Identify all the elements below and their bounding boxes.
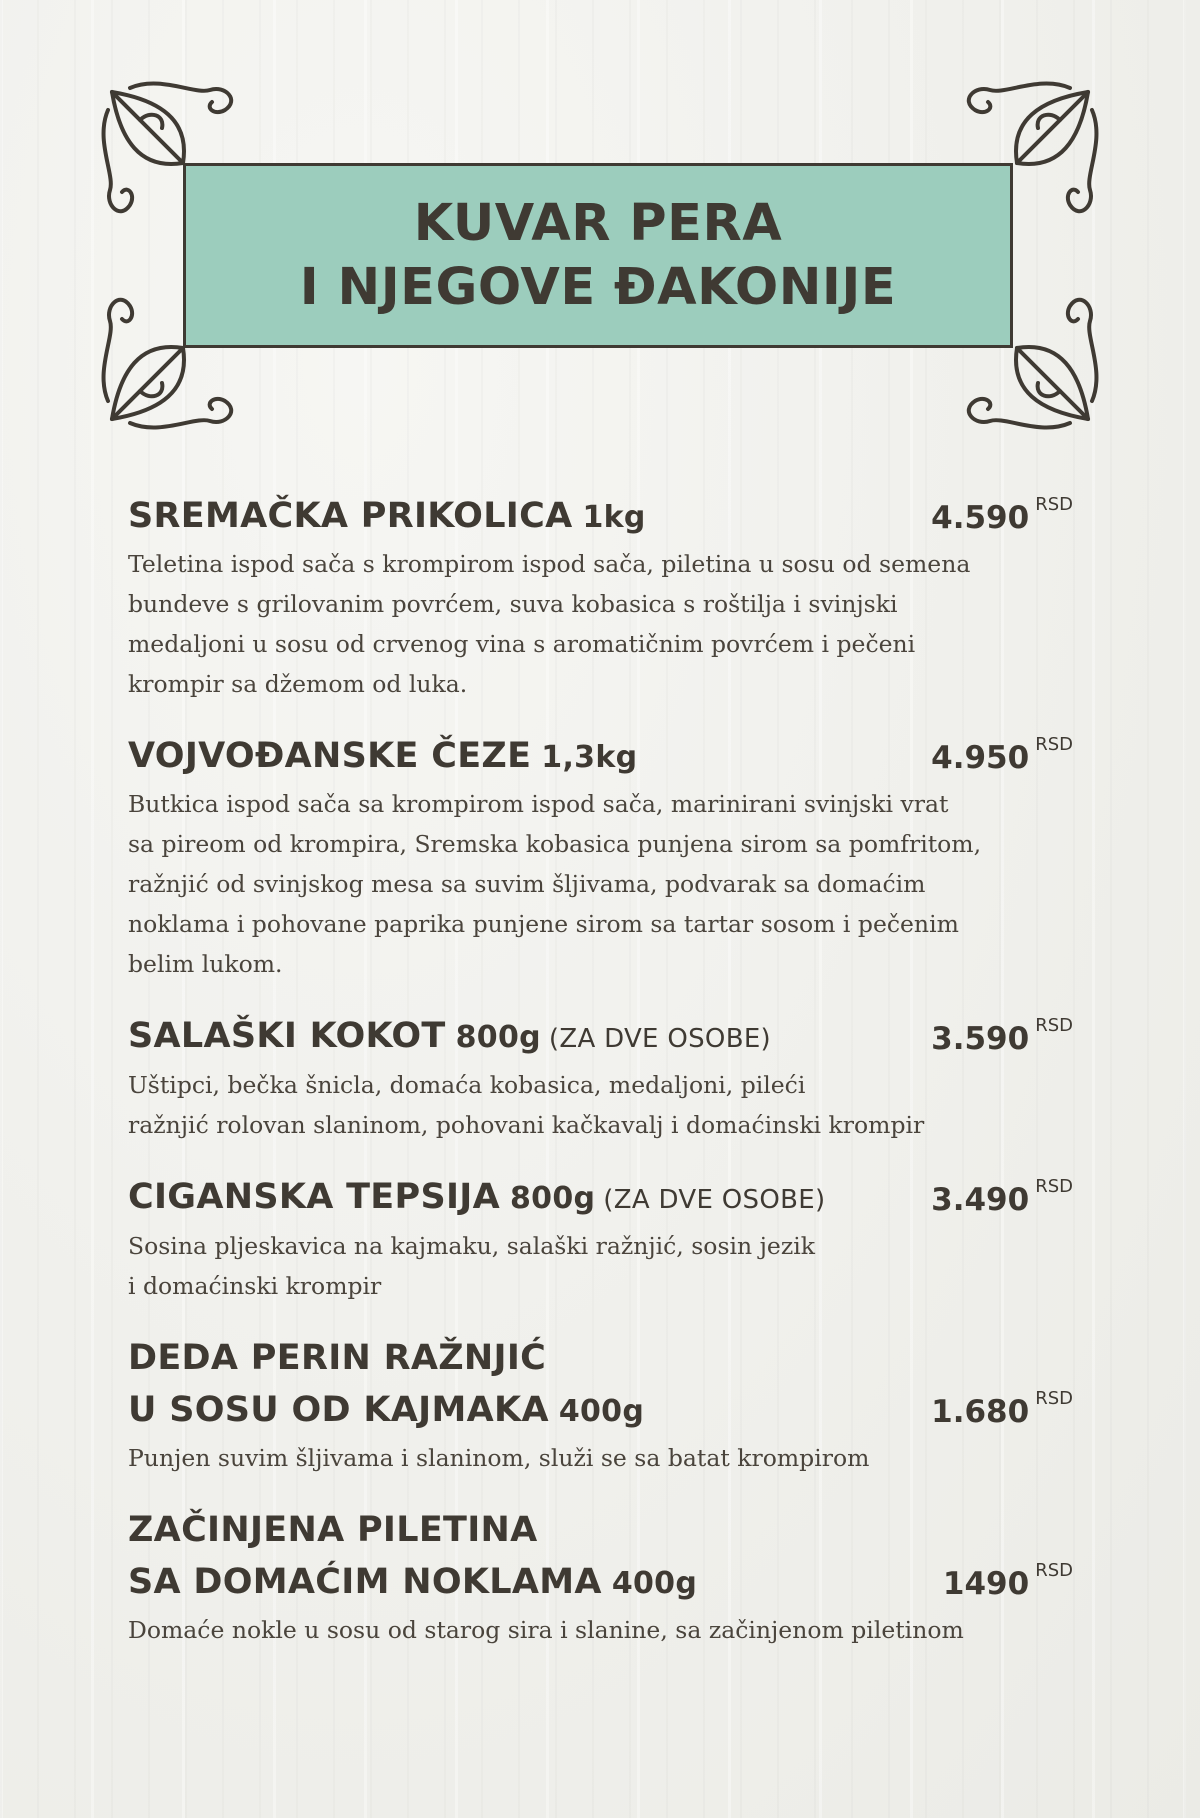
- currency-label: RSD: [1035, 734, 1073, 755]
- menu-item-header: [128, 1010, 1073, 1065]
- dish-price-group: [931, 1388, 1073, 1436]
- page-title-line-1: KUVAR PERA: [413, 193, 783, 253]
- menu-item: [128, 1504, 1073, 1650]
- dish-name: [128, 1332, 644, 1438]
- dish-name-line: [128, 1504, 697, 1556]
- dish-name-line: [128, 1010, 771, 1065]
- dish-name-text: VOJVOĐANSKE ČEZE: [128, 736, 532, 776]
- dish-name-line: [128, 1332, 644, 1384]
- menu-item: [128, 490, 1073, 704]
- dish-price: 4.950: [931, 740, 1030, 776]
- dish-weight: 800g: [510, 1181, 596, 1216]
- menu-item: [128, 1332, 1073, 1478]
- menu-item-header: [128, 730, 1073, 784]
- currency-label: RSD: [1035, 1015, 1073, 1036]
- dish-name-text: SA DOMAĆIM NOKLAMA: [128, 1562, 602, 1602]
- dish-weight: 800g: [455, 1020, 541, 1055]
- menu-item-header: [128, 490, 1073, 544]
- dish-weight: 1kg: [582, 500, 646, 535]
- dish-price-group: [931, 1176, 1073, 1224]
- currency-label: RSD: [1035, 494, 1073, 515]
- title-frame: [100, 80, 1100, 430]
- dish-name-line: [128, 730, 637, 784]
- dish-description: Uštipci, bečka šnicla, domaća kobasica, medaljoni, pileći ražnjić rolovan slaninom, pohovani kačkavalj i domaćinski krompir: [128, 1071, 925, 1139]
- dish-description: Teletina ispod sača s krompirom ispod sača, piletina u sosu od semena bundeve s grilovanim povrćem, suva kobasica s roštilja i svinjski medaljoni u sosu od crvenog vina s aromatičnim povrćem i pečeni krompir sa džemom od luka.: [128, 550, 971, 698]
- dish-serving-note: (ZA DVE OSOBE): [548, 1024, 771, 1054]
- dish-description: Sosina pljeskavica na kajmaku, salaški ražnjić, sosin jezik i domaćinski krompir: [128, 1232, 815, 1300]
- dish-name: [128, 490, 646, 544]
- dish-name: [128, 1010, 771, 1065]
- dish-price: 1.680: [931, 1394, 1030, 1430]
- dish-price-group: [931, 494, 1073, 542]
- dish-description: Butkica ispod sača sa krompirom ispod sača, marinirani svinjski vrat sa pireom od krompira, Sremska kobasica punjena sirom sa pomfritom, ražnjić od svinjskog mesa sa suvim šljivama, podvarak sa domaćim noklama i pohovane paprika punjene sirom sa tartar sosom i pečenim belim lukom.: [128, 790, 982, 978]
- dish-name-line: [128, 1171, 825, 1226]
- menu-list: [128, 490, 1073, 1676]
- menu-item-header: [128, 1332, 1073, 1438]
- dish-serving-note: (ZA DVE OSOBE): [603, 1185, 826, 1215]
- dish-weight: 1,3kg: [541, 740, 638, 775]
- dish-description: Punjen suvim šljivama i slaninom, služi se sa batat krompirom: [128, 1444, 870, 1472]
- dish-name-line: [128, 1384, 644, 1438]
- dish-price: 3.490: [931, 1182, 1030, 1218]
- dish-price: 3.590: [931, 1021, 1030, 1057]
- dish-price: 1490: [942, 1566, 1030, 1602]
- dish-name: [128, 730, 637, 784]
- page-title-line-2: I NJEGOVE ĐAKONIJE: [299, 257, 897, 317]
- dish-name-text: SALAŠKI KOKOT: [128, 1016, 446, 1056]
- title-banner: [183, 163, 1013, 348]
- dish-name-text: DEDA PERIN RAŽNJIĆ: [128, 1338, 547, 1378]
- menu-item: [128, 1171, 1073, 1306]
- dish-name-text: SREMAČKA PRIKOLICA: [128, 496, 573, 536]
- dish-name-text: ZAČINJENA PILETINA: [128, 1510, 538, 1550]
- dish-price-group: [931, 1015, 1073, 1063]
- dish-price-group: [931, 734, 1073, 782]
- menu-item: [128, 1010, 1073, 1145]
- currency-label: RSD: [1035, 1176, 1073, 1197]
- dish-name: [128, 1504, 697, 1610]
- dish-name-line: [128, 1556, 697, 1610]
- menu-item: [128, 730, 1073, 984]
- dish-name-text: U SOSU OD KAJMAKA: [128, 1390, 549, 1430]
- dish-price-group: [943, 1560, 1073, 1608]
- currency-label: RSD: [1035, 1388, 1073, 1409]
- dish-name-line: [128, 490, 646, 544]
- dish-name-text: CIGANSKA TEPSIJA: [128, 1177, 500, 1217]
- menu-item-header: [128, 1171, 1073, 1226]
- dish-description: Domaće nokle u sosu od starog sira i slanine, sa začinjenom piletinom: [128, 1616, 964, 1644]
- currency-label: RSD: [1035, 1560, 1073, 1581]
- menu-item-header: [128, 1504, 1073, 1610]
- dish-weight: 400g: [558, 1394, 645, 1429]
- dish-name: [128, 1171, 825, 1226]
- dish-weight: 400g: [611, 1566, 698, 1601]
- dish-price: 4.590: [931, 500, 1030, 536]
